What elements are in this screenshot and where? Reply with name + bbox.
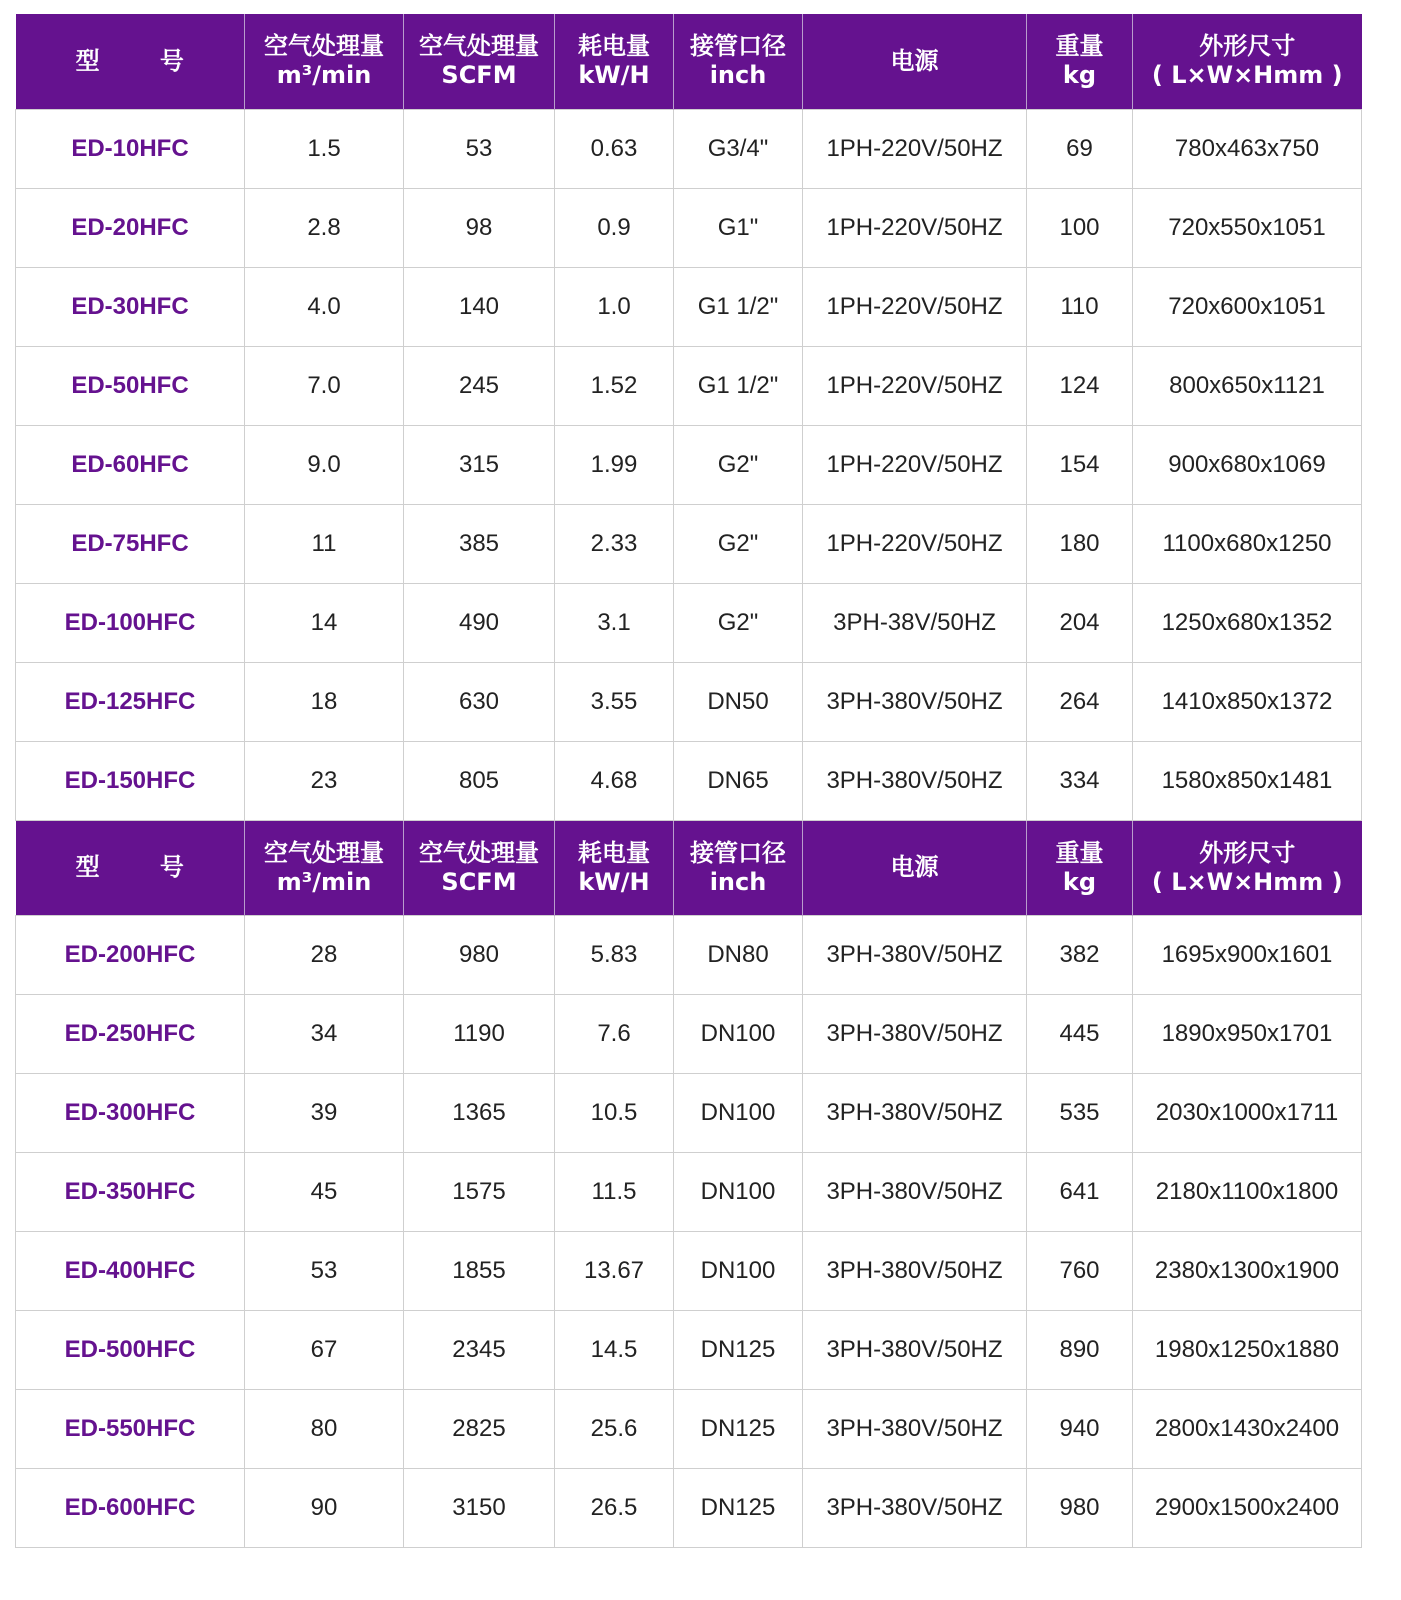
table-row [16,267,1362,346]
cell-weight: 264 [1027,662,1133,741]
cell-power: 14.5 [555,1310,674,1389]
cell-air-flow-scfm: 1190 [404,994,555,1073]
cell-weight: 334 [1027,741,1133,820]
cell-model: ED-50HFC [16,346,245,425]
table-row [16,994,1362,1073]
cell-air-flow-scfm: 490 [404,583,555,662]
cell-power-supply: 3PH-380V/50HZ [803,1073,1027,1152]
table-row [16,1389,1362,1468]
header-model: 型 号 [16,820,245,915]
header-air-flow-scfm: 空气处理量 SCFM [404,820,555,915]
cell-power: 0.9 [555,188,674,267]
cell-air-flow-scfm: 53 [404,109,555,188]
cell-dimensions: 2180x1100x1800 [1133,1152,1362,1231]
cell-model: ED-300HFC [16,1073,245,1152]
cell-pipe-size: G1 1/2" [674,267,803,346]
cell-air-flow-scfm: 315 [404,425,555,504]
cell-air-flow-m3: 7.0 [245,346,404,425]
cell-dimensions: 2380x1300x1900 [1133,1231,1362,1310]
cell-dimensions: 1890x950x1701 [1133,994,1362,1073]
cell-pipe-size: G3/4" [674,109,803,188]
cell-dimensions: 1100x680x1250 [1133,504,1362,583]
cell-power-supply: 3PH-380V/50HZ [803,915,1027,994]
cell-pipe-size: G1" [674,188,803,267]
header-air-flow-m3: 空气处理量 m³/min [245,14,404,109]
cell-power: 4.68 [555,741,674,820]
cell-pipe-size: DN100 [674,1073,803,1152]
cell-power: 13.67 [555,1231,674,1310]
table-row [16,504,1362,583]
cell-model: ED-10HFC [16,109,245,188]
header-air-flow-scfm: 空气处理量 SCFM [404,14,555,109]
cell-power: 3.1 [555,583,674,662]
cell-air-flow-scfm: 1855 [404,1231,555,1310]
header-pipe-size: 接管口径 inch [674,820,803,915]
cell-weight: 154 [1027,425,1133,504]
cell-air-flow-m3: 45 [245,1152,404,1231]
header-pipe-size: 接管口径 inch [674,14,803,109]
cell-air-flow-m3: 18 [245,662,404,741]
cell-weight: 760 [1027,1231,1133,1310]
header-power-supply: 电源 [803,820,1027,915]
cell-pipe-size: G1 1/2" [674,346,803,425]
header-weight: 重量 kg [1027,14,1133,109]
cell-air-flow-scfm: 2345 [404,1310,555,1389]
cell-power-supply: 3PH-38V/50HZ [803,583,1027,662]
cell-model: ED-600HFC [16,1468,245,1547]
cell-power: 1.0 [555,267,674,346]
cell-air-flow-scfm: 1365 [404,1073,555,1152]
cell-air-flow-scfm: 2825 [404,1389,555,1468]
table-row [16,1152,1362,1231]
table-row [16,425,1362,504]
cell-weight: 204 [1027,583,1133,662]
cell-weight: 980 [1027,1468,1133,1547]
cell-weight: 100 [1027,188,1133,267]
cell-model: ED-30HFC [16,267,245,346]
cell-dimensions: 2800x1430x2400 [1133,1389,1362,1468]
cell-dimensions: 1580x850x1481 [1133,741,1362,820]
cell-power: 5.83 [555,915,674,994]
cell-dimensions: 780x463x750 [1133,109,1362,188]
cell-power-supply: 3PH-380V/50HZ [803,1310,1027,1389]
cell-power-supply: 3PH-380V/50HZ [803,662,1027,741]
cell-power-supply: 3PH-380V/50HZ [803,741,1027,820]
cell-dimensions: 1410x850x1372 [1133,662,1362,741]
cell-dimensions: 800x650x1121 [1133,346,1362,425]
cell-dimensions: 720x600x1051 [1133,267,1362,346]
cell-air-flow-m3: 39 [245,1073,404,1152]
cell-air-flow-m3: 14 [245,583,404,662]
cell-power: 7.6 [555,994,674,1073]
cell-air-flow-scfm: 1575 [404,1152,555,1231]
cell-air-flow-m3: 23 [245,741,404,820]
cell-model: ED-60HFC [16,425,245,504]
cell-dimensions: 720x550x1051 [1133,188,1362,267]
cell-power-supply: 3PH-380V/50HZ [803,1152,1027,1231]
table-row [16,583,1362,662]
cell-model: ED-400HFC [16,1231,245,1310]
cell-air-flow-m3: 1.5 [245,109,404,188]
cell-power-supply: 1PH-220V/50HZ [803,346,1027,425]
cell-weight: 641 [1027,1152,1133,1231]
table-row [16,1073,1362,1152]
cell-weight: 535 [1027,1073,1133,1152]
header-power-supply: 电源 [803,14,1027,109]
cell-air-flow-scfm: 385 [404,504,555,583]
header-power: 耗电量 kW/H [555,820,674,915]
cell-pipe-size: DN50 [674,662,803,741]
cell-weight: 940 [1027,1389,1133,1468]
cell-air-flow-m3: 34 [245,994,404,1073]
cell-air-flow-m3: 90 [245,1468,404,1547]
table-row [16,109,1362,188]
cell-dimensions: 900x680x1069 [1133,425,1362,504]
cell-pipe-size: DN125 [674,1389,803,1468]
cell-dimensions: 1980x1250x1880 [1133,1310,1362,1389]
cell-air-flow-m3: 80 [245,1389,404,1468]
cell-power-supply: 3PH-380V/50HZ [803,1231,1027,1310]
cell-air-flow-m3: 11 [245,504,404,583]
cell-air-flow-scfm: 98 [404,188,555,267]
cell-air-flow-m3: 67 [245,1310,404,1389]
cell-pipe-size: DN100 [674,1152,803,1231]
cell-power-supply: 1PH-220V/50HZ [803,504,1027,583]
cell-weight: 890 [1027,1310,1133,1389]
cell-power-supply: 1PH-220V/50HZ [803,188,1027,267]
cell-dimensions: 1695x900x1601 [1133,915,1362,994]
cell-weight: 124 [1027,346,1133,425]
cell-air-flow-scfm: 805 [404,741,555,820]
cell-weight: 69 [1027,109,1133,188]
cell-model: ED-500HFC [16,1310,245,1389]
cell-air-flow-m3: 4.0 [245,267,404,346]
cell-model: ED-150HFC [16,741,245,820]
cell-air-flow-m3: 2.8 [245,188,404,267]
cell-pipe-size: DN125 [674,1310,803,1389]
cell-power-supply: 3PH-380V/50HZ [803,994,1027,1073]
header-weight: 重量 kg [1027,820,1133,915]
cell-air-flow-scfm: 245 [404,346,555,425]
cell-air-flow-m3: 9.0 [245,425,404,504]
cell-pipe-size: G2" [674,425,803,504]
header-model: 型 号 [16,14,245,109]
cell-weight: 445 [1027,994,1133,1073]
cell-air-flow-m3: 28 [245,915,404,994]
cell-dimensions: 2900x1500x2400 [1133,1468,1362,1547]
table-row [16,346,1362,425]
table-row [16,188,1362,267]
header-row [16,14,1362,109]
cell-power: 1.99 [555,425,674,504]
cell-model: ED-125HFC [16,662,245,741]
cell-model: ED-250HFC [16,994,245,1073]
cell-power-supply: 1PH-220V/50HZ [803,425,1027,504]
cell-power: 3.55 [555,662,674,741]
header-air-flow-m3: 空气处理量 m³/min [245,820,404,915]
cell-power-supply: 3PH-380V/50HZ [803,1389,1027,1468]
cell-power-supply: 3PH-380V/50HZ [803,1468,1027,1547]
cell-power: 10.5 [555,1073,674,1152]
table-row [16,662,1362,741]
cell-pipe-size: DN125 [674,1468,803,1547]
cell-power: 26.5 [555,1468,674,1547]
cell-model: ED-200HFC [16,915,245,994]
cell-weight: 180 [1027,504,1133,583]
cell-dimensions: 2030x1000x1711 [1133,1073,1362,1152]
header-power: 耗电量 kW/H [555,14,674,109]
spec-table [15,14,1362,1548]
cell-power: 1.52 [555,346,674,425]
table-row [16,1310,1362,1389]
cell-power-supply: 1PH-220V/50HZ [803,109,1027,188]
cell-model: ED-350HFC [16,1152,245,1231]
cell-air-flow-scfm: 140 [404,267,555,346]
cell-dimensions: 1250x680x1352 [1133,583,1362,662]
cell-power-supply: 1PH-220V/50HZ [803,267,1027,346]
cell-air-flow-scfm: 3150 [404,1468,555,1547]
cell-pipe-size: G2" [674,504,803,583]
cell-model: ED-100HFC [16,583,245,662]
cell-power: 11.5 [555,1152,674,1231]
cell-weight: 382 [1027,915,1133,994]
header-dimensions: 外形尺寸 ( L×W×Hmm ) [1133,14,1362,109]
cell-air-flow-scfm: 630 [404,662,555,741]
cell-air-flow-scfm: 980 [404,915,555,994]
cell-power: 2.33 [555,504,674,583]
cell-weight: 110 [1027,267,1133,346]
spec-table-container [15,14,1361,1548]
cell-power: 0.63 [555,109,674,188]
header-dimensions: 外形尺寸 ( L×W×Hmm ) [1133,820,1362,915]
cell-pipe-size: DN65 [674,741,803,820]
cell-pipe-size: DN80 [674,915,803,994]
spec-table-body [16,14,1362,1547]
cell-pipe-size: DN100 [674,994,803,1073]
table-row [16,1468,1362,1547]
table-row [16,1231,1362,1310]
cell-model: ED-20HFC [16,188,245,267]
cell-model: ED-75HFC [16,504,245,583]
header-row [16,820,1362,915]
cell-power: 25.6 [555,1389,674,1468]
cell-pipe-size: DN100 [674,1231,803,1310]
table-row [16,741,1362,820]
cell-model: ED-550HFC [16,1389,245,1468]
cell-pipe-size: G2" [674,583,803,662]
table-row [16,915,1362,994]
cell-air-flow-m3: 53 [245,1231,404,1310]
